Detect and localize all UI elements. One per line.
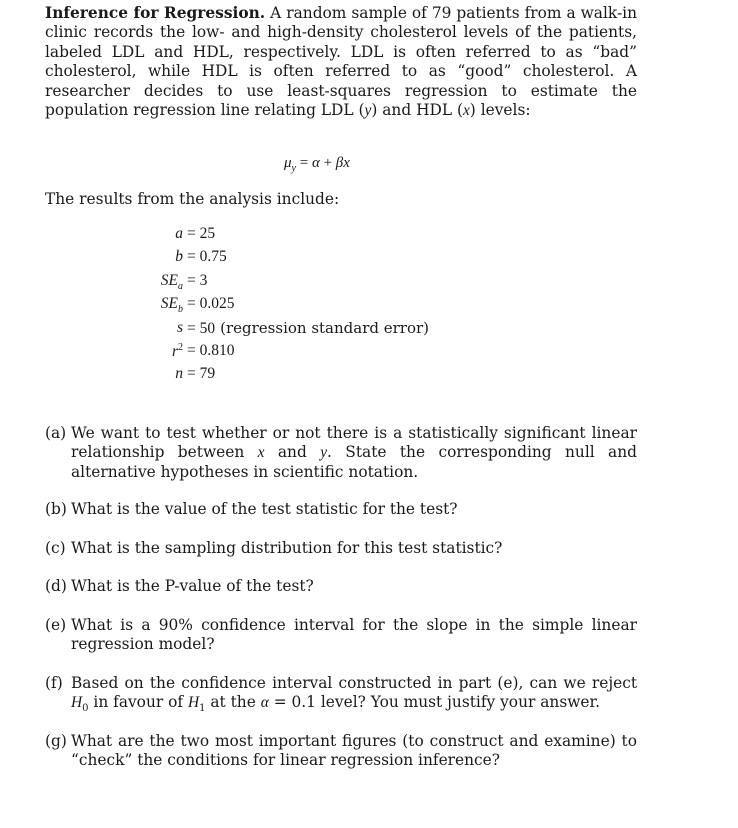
question-label: (a) <box>45 424 67 442</box>
result-value: = 50 (regression standard error) <box>187 318 430 337</box>
intro-heading: Inference for Regression. <box>45 4 266 22</box>
question-item <box>45 674 637 719</box>
result-symbol: $SE_b$ <box>160 295 183 316</box>
question-label: (b) <box>45 500 67 518</box>
result-note: (regression standard error) <box>220 318 430 337</box>
question-item <box>45 732 637 771</box>
results-intro: The results from the analysis include: <box>45 190 340 208</box>
question-item <box>45 424 637 482</box>
result-value: = 0.810 <box>187 342 235 359</box>
result-symbol: a <box>175 225 183 242</box>
result-symbol: $SE_a$ <box>160 271 183 292</box>
question-text: What is a 90% confidence interval for the slope in the simple linear regression model? <box>71 616 637 654</box>
question-text: What is the sampling distribution for this test statistic? <box>71 539 503 557</box>
question-label: (g) <box>45 732 67 750</box>
question-item <box>45 539 637 558</box>
result-symbol: $r^2$ <box>171 342 183 361</box>
intro-text: A random sample of 79 patients from a walk-in clinic records the low- and high-density cholesterol levels of the patients, labeled LDL and HDL, respectively. LDL is often referred to as “bad” cholesterol, while HDL is often referred to as “good” cholesterol. A researcher decides to use least-squares regression to estimate the population regression line relating LDL (y) and HDL (x) levels: <box>45 4 637 120</box>
question-text: What is the value of the test statistic for the test? <box>71 500 458 518</box>
question-item <box>45 616 637 655</box>
intro-paragraph <box>45 4 637 120</box>
question-label: (f) <box>45 674 63 692</box>
result-value: = 3 <box>187 271 208 289</box>
question-label: (d) <box>45 577 67 595</box>
question-item <box>45 500 637 519</box>
question-text: What are the two most important figures (to construct and examine) to “check” the conditions for linear regression inference? <box>71 732 637 770</box>
result-value: = 79 <box>187 365 216 383</box>
result-value: = 0.025 <box>187 295 235 313</box>
regression-equation: $\mu_y = \alpha + \beta x$ <box>284 155 350 174</box>
question-label: (e) <box>45 616 67 634</box>
result-value: = 25 <box>187 225 216 242</box>
result-symbol: b <box>175 248 183 266</box>
result-symbol: s <box>176 318 183 336</box>
question-text: Based on the confidence interval constructed in part (e), can we reject $H_0$ in favour of $H_1$ at the α = 0.1 level? You must justify your answer. <box>71 674 637 715</box>
question-item <box>45 577 637 596</box>
question-text: We want to test whether or not there is a statistically significant linear relationship between x and y. State the corresponding null and alternative hypotheses in scientific notation. <box>71 424 637 481</box>
question-text: What is the P-value of the test? <box>71 577 314 595</box>
result-value: = 0.75 <box>187 248 227 266</box>
question-label: (c) <box>45 539 66 557</box>
result-symbol: n <box>175 365 183 383</box>
